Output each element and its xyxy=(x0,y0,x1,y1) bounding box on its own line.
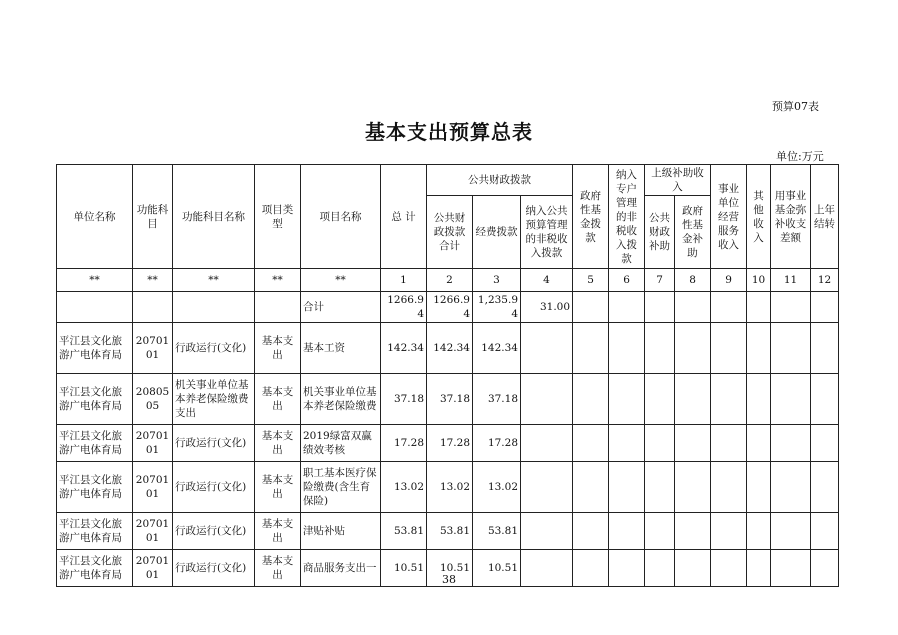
header-func-name: 功能科目名称 xyxy=(173,165,255,269)
row-unit-name: 平江县文化旅游广电体育局 xyxy=(57,425,133,462)
empty-cell xyxy=(771,292,811,323)
empty-cell xyxy=(675,513,711,550)
row-public-finance: 13.02 xyxy=(427,462,473,513)
row-func-name: 行政运行(文化) xyxy=(173,550,255,587)
document-code: 预算07表 xyxy=(772,100,819,113)
row-func-name: 行政运行(文化) xyxy=(173,425,255,462)
row-unit-name: 平江县文化旅游广电体育局 xyxy=(57,550,133,587)
index-cell: 11 xyxy=(771,269,811,292)
unit-label: 单位:万元 xyxy=(776,150,824,163)
empty-cell xyxy=(609,323,645,374)
table-row xyxy=(57,513,839,550)
empty-cell xyxy=(521,374,573,425)
row-public-finance: 37.18 xyxy=(427,374,473,425)
row-project-name: 商品服务支出一 xyxy=(301,550,381,587)
empty-cell xyxy=(675,462,711,513)
row-func-code: 2070101 xyxy=(133,550,173,587)
header-non-tax-special: 纳入专户管理的非税收入拨款 xyxy=(609,165,645,269)
header-project-name: 项目名称 xyxy=(301,165,381,269)
empty-cell xyxy=(771,323,811,374)
header-last-year: 上年结转 xyxy=(811,165,839,269)
row-project-name: 津贴补贴 xyxy=(301,513,381,550)
empty-cell xyxy=(255,292,301,323)
row-total: 53.81 xyxy=(381,513,427,550)
total-non-tax: 31.00 xyxy=(521,292,573,323)
row-public-finance: 17.28 xyxy=(427,425,473,462)
empty-cell xyxy=(609,425,645,462)
budget-table xyxy=(56,164,839,587)
row-total: 10.51 xyxy=(381,550,427,587)
header-fund-cover: 用事业基金弥补收支差额 xyxy=(771,165,811,269)
empty-cell xyxy=(675,292,711,323)
empty-cell xyxy=(645,292,675,323)
header-superior-subsidy: 上级补助收入 xyxy=(645,165,711,196)
row-func-name: 行政运行(文化) xyxy=(173,323,255,374)
row-project-type: 基本支出 xyxy=(255,374,301,425)
empty-cell xyxy=(521,513,573,550)
empty-cell xyxy=(771,513,811,550)
index-row xyxy=(57,269,839,292)
row-public-finance: 53.81 xyxy=(427,513,473,550)
index-cell: 5 xyxy=(573,269,609,292)
index-cell: ** xyxy=(57,269,133,292)
row-project-type: 基本支出 xyxy=(255,550,301,587)
row-func-name: 行政运行(文化) xyxy=(173,513,255,550)
empty-cell xyxy=(811,462,839,513)
row-project-name: 2019绿富双赢绩效考核 xyxy=(301,425,381,462)
empty-cell xyxy=(133,292,173,323)
total-amount: 1266.94 xyxy=(381,292,427,323)
row-total: 142.34 xyxy=(381,323,427,374)
row-total: 13.02 xyxy=(381,462,427,513)
table-row xyxy=(57,425,839,462)
index-cell: 7 xyxy=(645,269,675,292)
empty-cell xyxy=(811,374,839,425)
row-total: 17.28 xyxy=(381,425,427,462)
empty-cell xyxy=(711,374,747,425)
empty-cell xyxy=(645,374,675,425)
empty-cell xyxy=(711,323,747,374)
row-project-name: 职工基本医疗保险缴费(含生育保险) xyxy=(301,462,381,513)
empty-cell xyxy=(609,292,645,323)
total-label: 合计 xyxy=(301,292,381,323)
row-unit-name: 平江县文化旅游广电体育局 xyxy=(57,323,133,374)
page-title: 基本支出预算总表 xyxy=(365,120,533,144)
row-func-code: 2070101 xyxy=(133,425,173,462)
empty-cell xyxy=(573,513,609,550)
row-project-type: 基本支出 xyxy=(255,513,301,550)
row-funding: 37.18 xyxy=(473,374,521,425)
empty-cell xyxy=(771,462,811,513)
empty-cell xyxy=(645,323,675,374)
empty-cell xyxy=(573,292,609,323)
row-unit-name: 平江县文化旅游广电体育局 xyxy=(57,513,133,550)
row-func-name: 机关事业单位基本养老保险缴费支出 xyxy=(173,374,255,425)
index-cell: 12 xyxy=(811,269,839,292)
empty-cell xyxy=(747,513,771,550)
empty-cell xyxy=(645,425,675,462)
header-funding: 经费拨款 xyxy=(473,196,521,269)
empty-cell xyxy=(747,323,771,374)
row-project-type: 基本支出 xyxy=(255,462,301,513)
empty-cell xyxy=(609,513,645,550)
table-row xyxy=(57,462,839,513)
header-non-tax-public: 纳入公共预算管理的非税收入拨款 xyxy=(521,196,573,269)
row-func-code: 2080505 xyxy=(133,374,173,425)
header-row-1 xyxy=(57,165,839,196)
row-unit-name: 平江县文化旅游广电体育局 xyxy=(57,462,133,513)
header-total: 总 计 xyxy=(381,165,427,269)
header-unit-name: 单位名称 xyxy=(57,165,133,269)
empty-cell xyxy=(609,374,645,425)
empty-cell xyxy=(771,425,811,462)
empty-cell xyxy=(771,374,811,425)
empty-cell xyxy=(711,462,747,513)
page-number: 38 xyxy=(442,573,456,586)
empty-cell xyxy=(521,425,573,462)
index-cell: 4 xyxy=(521,269,573,292)
row-funding: 142.34 xyxy=(473,323,521,374)
header-gov-fund: 政府性基金拨款 xyxy=(573,165,609,269)
row-funding: 10.51 xyxy=(473,550,521,587)
row-public-finance: 142.34 xyxy=(427,323,473,374)
header-public-finance-subsidy: 公共财政补助 xyxy=(645,196,675,269)
header-project-type: 项目类型 xyxy=(255,165,301,269)
total-public-finance: 1266.94 xyxy=(427,292,473,323)
row-project-name: 基本工资 xyxy=(301,323,381,374)
table-row xyxy=(57,323,839,374)
empty-cell xyxy=(747,374,771,425)
empty-cell xyxy=(573,462,609,513)
empty-cell xyxy=(811,323,839,374)
empty-cell xyxy=(675,425,711,462)
row-unit-name: 平江县文化旅游广电体育局 xyxy=(57,374,133,425)
index-cell: 10 xyxy=(747,269,771,292)
row-project-type: 基本支出 xyxy=(255,425,301,462)
index-cell: 1 xyxy=(381,269,427,292)
header-public-finance-total: 公共财政拨款合计 xyxy=(427,196,473,269)
empty-cell xyxy=(711,292,747,323)
empty-cell xyxy=(521,462,573,513)
index-cell: 3 xyxy=(473,269,521,292)
empty-cell xyxy=(747,462,771,513)
row-funding: 53.81 xyxy=(473,513,521,550)
header-public-finance: 公共财政拨款 xyxy=(427,165,573,196)
empty-cell xyxy=(747,292,771,323)
empty-cell xyxy=(811,513,839,550)
header-func-code: 功能科目 xyxy=(133,165,173,269)
row-funding: 13.02 xyxy=(473,462,521,513)
empty-cell xyxy=(675,374,711,425)
row-project-type: 基本支出 xyxy=(255,323,301,374)
row-func-code: 2070101 xyxy=(133,462,173,513)
empty-cell xyxy=(811,292,839,323)
total-row xyxy=(57,292,839,323)
table-row xyxy=(57,374,839,425)
header-other-income: 其他收入 xyxy=(747,165,771,269)
empty-cell xyxy=(573,374,609,425)
empty-cell xyxy=(711,513,747,550)
row-total: 37.18 xyxy=(381,374,427,425)
total-funding: 1,235.94 xyxy=(473,292,521,323)
index-cell: 6 xyxy=(609,269,645,292)
header-gov-fund-subsidy: 政府性基金补助 xyxy=(675,196,711,269)
header-business-income: 事业单位经营服务收入 xyxy=(711,165,747,269)
index-cell: ** xyxy=(133,269,173,292)
row-func-code: 2070101 xyxy=(133,323,173,374)
empty-cell xyxy=(747,425,771,462)
empty-cell xyxy=(609,462,645,513)
row-func-code: 2070101 xyxy=(133,513,173,550)
empty-cell xyxy=(645,462,675,513)
row-project-name: 机关事业单位基本养老保险缴费 xyxy=(301,374,381,425)
index-cell: 2 xyxy=(427,269,473,292)
empty-cell xyxy=(173,292,255,323)
empty-cell xyxy=(645,513,675,550)
index-cell: ** xyxy=(173,269,255,292)
empty-cell xyxy=(573,323,609,374)
row-funding: 17.28 xyxy=(473,425,521,462)
row-public-finance: 10.51 xyxy=(427,550,473,587)
empty-cell xyxy=(675,323,711,374)
row-func-name: 行政运行(文化) xyxy=(173,462,255,513)
empty-cell xyxy=(573,425,609,462)
empty-cell xyxy=(711,425,747,462)
empty-cell xyxy=(521,323,573,374)
index-cell: ** xyxy=(301,269,381,292)
index-cell: 8 xyxy=(675,269,711,292)
empty-cell xyxy=(57,292,133,323)
index-cell: 9 xyxy=(711,269,747,292)
index-cell: ** xyxy=(255,269,301,292)
empty-cell xyxy=(811,425,839,462)
